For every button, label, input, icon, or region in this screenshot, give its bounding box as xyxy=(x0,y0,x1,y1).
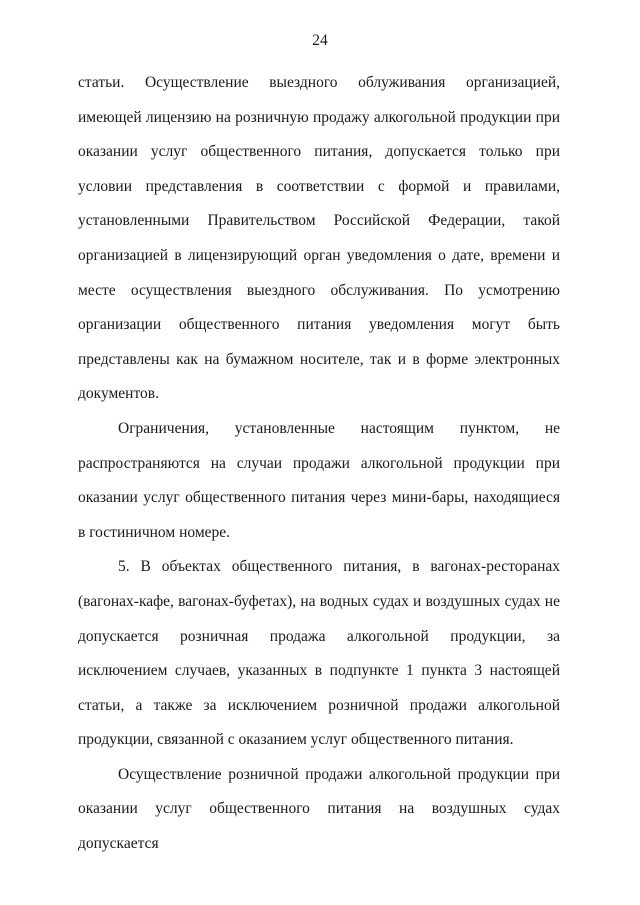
paragraph-4: Осуществление розничной продажи алкогольной продукции при оказании услуг общественного питания на воздушных судах допускается xyxy=(78,765,560,853)
paragraph-2: Ограничения, установленные настоящим пунктом, не распространяются на случаи продажи алкогольной продукции при оказании услуг общественного питания через мини-бары, находящиеся в гостиничном номере. xyxy=(78,419,560,541)
page-number: 24 xyxy=(312,32,328,49)
paragraph-1: статьи. Осуществление выездного облуживания организацией, имеющей лицензию на розничную продажу алкогольной продукции при оказании услуг общественного питания, допускается только при условии представления в соответствии с формой и правилами, установленными Правительством Российской Федерации, такой организацией в лицензирующий орган уведомления о дате, времени и месте осуществления выездного обслуживания. По усмотрению организации общественного питания уведомления могут быть представлены как на бумажном носителе, так и в форме электронных документов. xyxy=(78,74,560,403)
paragraph-3: 5. В объектах общественного питания, в вагонах-ресторанах (вагонах-кафе, вагонах-буфетах), на водных судах и воздушных судах не допускается розничная продажа алкогольной продукции, за исключением случаев, указанных в подпункте 1 пункта 3 настоящей статьи, а также за исключением розничной продажи алкогольной продукции, связанной с оказанием услуг общественного питания. xyxy=(78,558,560,749)
document-body xyxy=(78,66,560,862)
